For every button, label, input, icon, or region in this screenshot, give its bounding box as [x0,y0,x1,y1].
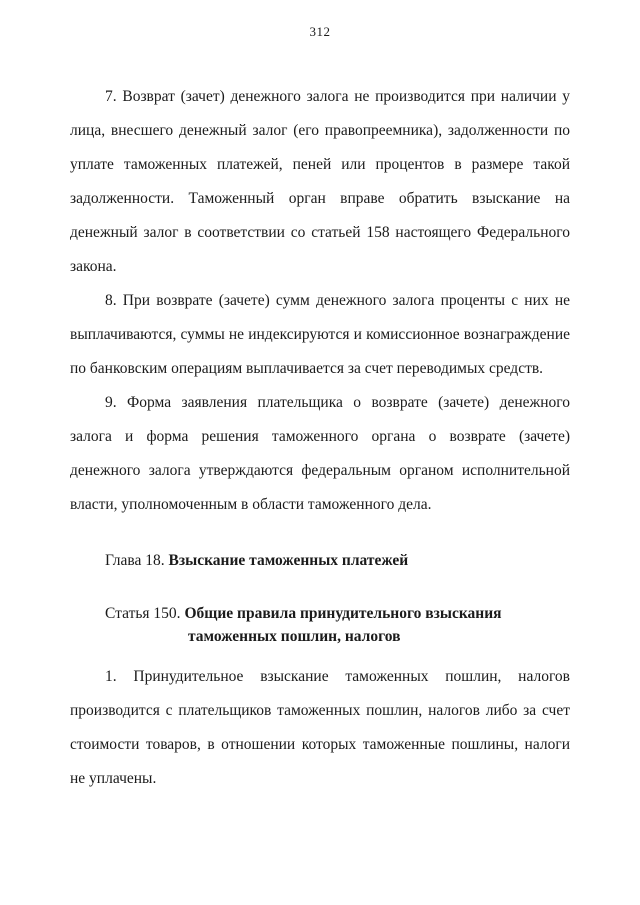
text-line: власти, уполномоченным в области таможенного дела. [70,496,432,513]
text-line: закона. [70,258,117,275]
text-line: по банковским операциям выплачивается за счет переводимых средств. [70,360,544,377]
text-line: денежного залога утверждаются федеральным органом исполнительной [70,462,570,479]
article-heading-line-1 [70,602,570,625]
text-line: залога и форма решения таможенного органа о возврате (зачете) [70,428,570,445]
article-heading [70,602,570,648]
text-line: не уплачены. [70,770,157,787]
text-line: производится с плательщиков таможенных пошлин, налогов либо за счет [70,702,570,719]
text-line: лица, внесшего денежный залог (его правопреемника), задолженности по [70,122,570,139]
chapter-title: Взыскание таможенных платежей [168,552,409,569]
text-line: стоимости товаров, в отношении которых таможенные пошлины, налоги [70,736,570,753]
text-line: выплачиваются, суммы не индексируются и комиссионное вознаграждение [70,326,570,343]
article-heading-line-2: таможенных пошлин, налогов [188,628,401,645]
page-number: 312 [309,24,331,39]
text-line: денежный залог в соответствии со статьей 158 настоящего Федерального [70,224,570,241]
article-label: Статья 150. [105,605,181,622]
paragraph-8 [70,284,570,386]
paragraph-1 [70,660,570,796]
paragraph-7 [70,80,570,284]
chapter-label: Глава 18. [105,552,165,569]
text-line: уплате таможенных платежей, пеней или процентов в размере такой [70,156,570,173]
text-line: 9. Форма заявления плательщика о возврате (зачете) денежного [105,394,570,411]
text-line: 8. При возврате (зачете) сумм денежного залога проценты с них не [105,292,570,309]
article-title: Общие правила принудительного взыскания [184,605,502,622]
text-line: 7. Возврат (зачет) денежного залога не производится при наличии у [105,88,570,105]
paragraph-9 [70,386,570,522]
text-line: задолженности. Таможенный орган вправе обратить взыскание на [70,190,570,207]
chapter-heading [70,544,570,578]
text-line: 1. Принудительное взыскание таможенных пошлин, налогов [105,668,570,685]
